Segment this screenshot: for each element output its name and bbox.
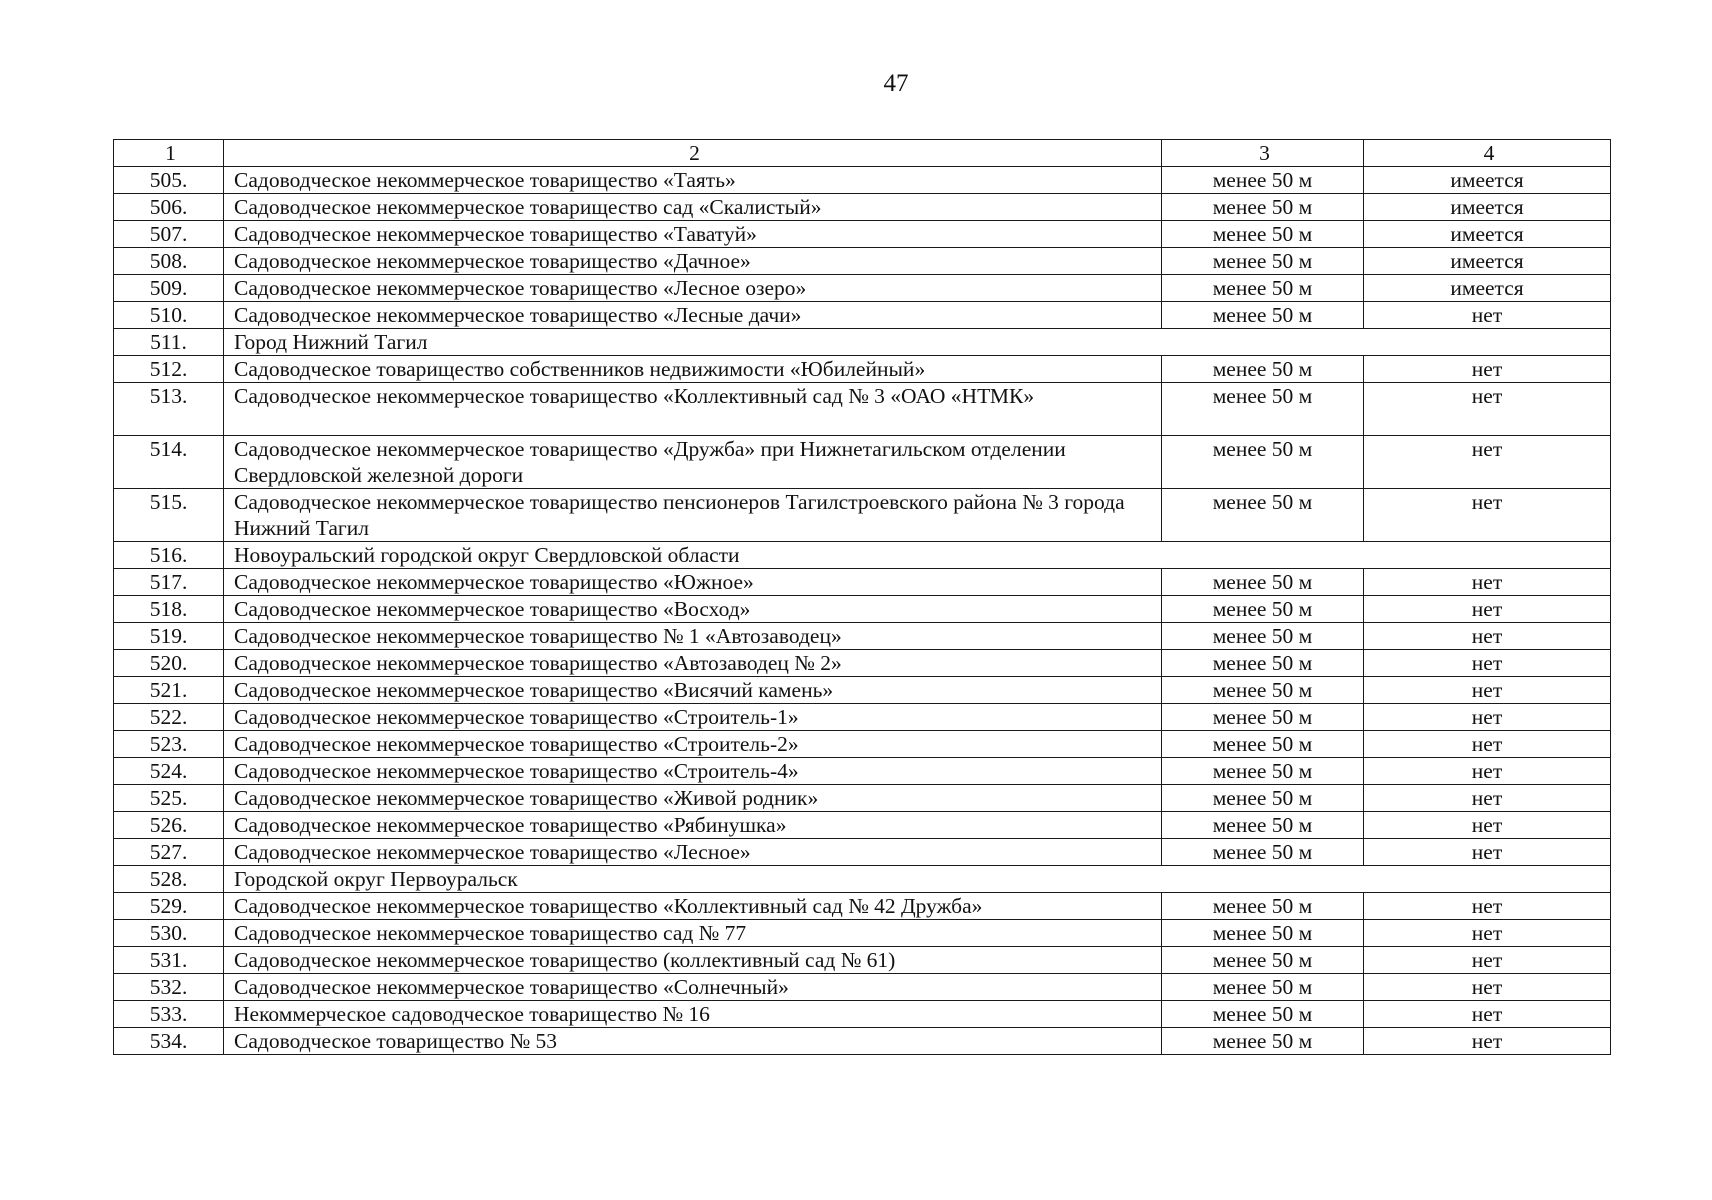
status-cell: нет (1364, 436, 1611, 489)
organization-name: Садоводческое некоммерческое товарищество «Таватуй» (224, 221, 1162, 248)
organization-name: Садоводческое некоммерческое товарищество «Таять» (224, 167, 1162, 194)
status-cell: нет (1364, 920, 1611, 947)
row-number: 531. (114, 947, 224, 974)
row-number: 518. (114, 596, 224, 623)
table-row (114, 1001, 1611, 1028)
row-number: 506. (114, 194, 224, 221)
status-cell: нет (1364, 596, 1611, 623)
row-number: 532. (114, 974, 224, 1001)
row-number: 527. (114, 839, 224, 866)
organization-name: Садоводческое некоммерческое товарищество «Живой родник» (224, 785, 1162, 812)
status-cell: нет (1364, 1001, 1611, 1028)
organization-name: Садоводческое некоммерческое товарищество «Лесное озеро» (224, 275, 1162, 302)
organization-name: Садоводческое некоммерческое товарищество «Висячий камень» (224, 677, 1162, 704)
row-number: 505. (114, 167, 224, 194)
distance-cell: менее 50 м (1162, 947, 1364, 974)
table-row (114, 758, 1611, 785)
row-number: 521. (114, 677, 224, 704)
table-row (114, 194, 1611, 221)
distance-cell: менее 50 м (1162, 436, 1364, 489)
distance-cell: менее 50 м (1162, 1001, 1364, 1028)
table-row (114, 569, 1611, 596)
organization-name: Садоводческое некоммерческое товарищество «Восход» (224, 596, 1162, 623)
section-row (114, 866, 1611, 893)
organization-name: Садоводческое некоммерческое товарищество «Лесное» (224, 839, 1162, 866)
distance-cell: менее 50 м (1162, 248, 1364, 275)
distance-cell: менее 50 м (1162, 758, 1364, 785)
organization-name: Садоводческое некоммерческое товарищество «Южное» (224, 569, 1162, 596)
organization-name: Садоводческое некоммерческое товарищество «Коллективный сад № 42 Дружба» (224, 893, 1162, 920)
table-row (114, 275, 1611, 302)
status-cell: нет (1364, 569, 1611, 596)
organization-name: Садоводческое некоммерческое товарищество № 1 «Автозаводец» (224, 623, 1162, 650)
table-row (114, 785, 1611, 812)
registry-table (113, 139, 1611, 1055)
section-row (114, 329, 1611, 356)
distance-cell: менее 50 м (1162, 489, 1364, 542)
distance-cell: менее 50 м (1162, 302, 1364, 329)
table-row (114, 1028, 1611, 1055)
row-number: 514. (114, 436, 224, 489)
distance-cell: менее 50 м (1162, 704, 1364, 731)
status-cell: нет (1364, 489, 1611, 542)
status-cell: имеется (1364, 248, 1611, 275)
organization-name: Садоводческое некоммерческое товарищество «Рябинушка» (224, 812, 1162, 839)
section-title: Город Нижний Тагил (224, 329, 1611, 356)
organization-name: Некоммерческое садоводческое товарищество № 16 (224, 1001, 1162, 1028)
status-cell: имеется (1364, 221, 1611, 248)
distance-cell: менее 50 м (1162, 356, 1364, 383)
row-number: 513. (114, 383, 224, 436)
distance-cell: менее 50 м (1162, 383, 1364, 436)
organization-name: Садоводческое товарищество № 53 (224, 1028, 1162, 1055)
table-body (114, 140, 1611, 1055)
status-cell: нет (1364, 839, 1611, 866)
header-col-4: 4 (1364, 140, 1611, 167)
table-row (114, 677, 1611, 704)
distance-cell: менее 50 м (1162, 569, 1364, 596)
row-number: 533. (114, 1001, 224, 1028)
status-cell: нет (1364, 383, 1611, 436)
status-cell: нет (1364, 812, 1611, 839)
status-cell: нет (1364, 302, 1611, 329)
distance-cell: менее 50 м (1162, 221, 1364, 248)
table-row (114, 623, 1611, 650)
table-row (114, 596, 1611, 623)
row-number: 525. (114, 785, 224, 812)
table-row (114, 302, 1611, 329)
section-title: Городской округ Первоуральск (224, 866, 1611, 893)
table-row (114, 839, 1611, 866)
organization-name: Садоводческое некоммерческое товарищество пенсионеров Тагилстроевского района № 3 города Нижний Тагил (224, 489, 1162, 542)
organization-name: Садоводческое некоммерческое товарищество «Строитель-1» (224, 704, 1162, 731)
row-number: 511. (114, 329, 224, 356)
table-row (114, 436, 1611, 489)
row-number: 517. (114, 569, 224, 596)
status-cell: нет (1364, 974, 1611, 1001)
row-number: 512. (114, 356, 224, 383)
table-row (114, 650, 1611, 677)
distance-cell: менее 50 м (1162, 1028, 1364, 1055)
status-cell: имеется (1364, 194, 1611, 221)
row-number: 507. (114, 221, 224, 248)
distance-cell: менее 50 м (1162, 596, 1364, 623)
row-number: 522. (114, 704, 224, 731)
organization-name: Садоводческое некоммерческое товарищество «Солнечный» (224, 974, 1162, 1001)
row-number: 526. (114, 812, 224, 839)
row-number: 510. (114, 302, 224, 329)
row-number: 524. (114, 758, 224, 785)
table-row (114, 489, 1611, 542)
header-col-1: 1 (114, 140, 224, 167)
status-cell: нет (1364, 947, 1611, 974)
organization-name: Садоводческое некоммерческое товарищество «Автозаводец № 2» (224, 650, 1162, 677)
table-row (114, 731, 1611, 758)
organization-name: Садоводческое некоммерческое товарищество «Дачное» (224, 248, 1162, 275)
status-cell: нет (1364, 650, 1611, 677)
distance-cell: менее 50 м (1162, 785, 1364, 812)
table-row (114, 356, 1611, 383)
distance-cell: менее 50 м (1162, 167, 1364, 194)
table-row (114, 383, 1611, 436)
row-number: 516. (114, 542, 224, 569)
distance-cell: менее 50 м (1162, 194, 1364, 221)
table-row (114, 248, 1611, 275)
table-header-row (114, 140, 1611, 167)
table-row (114, 893, 1611, 920)
status-cell: нет (1364, 677, 1611, 704)
organization-name: Садоводческое некоммерческое товарищество «Коллективный сад № 3 «ОАО «НТМК» (224, 383, 1162, 436)
organization-name: Садоводческое товарищество собственников недвижимости «Юбилейный» (224, 356, 1162, 383)
row-number: 519. (114, 623, 224, 650)
distance-cell: менее 50 м (1162, 974, 1364, 1001)
page-number: 47 (883, 70, 909, 97)
status-cell: нет (1364, 893, 1611, 920)
distance-cell: менее 50 м (1162, 677, 1364, 704)
status-cell: нет (1364, 1028, 1611, 1055)
table-row (114, 812, 1611, 839)
status-cell: нет (1364, 785, 1611, 812)
distance-cell: менее 50 м (1162, 839, 1364, 866)
organization-name: Садоводческое некоммерческое товарищество сад «Скалистый» (224, 194, 1162, 221)
organization-name: Садоводческое некоммерческое товарищество (коллективный сад № 61) (224, 947, 1162, 974)
row-number: 523. (114, 731, 224, 758)
distance-cell: менее 50 м (1162, 623, 1364, 650)
table-row (114, 920, 1611, 947)
row-number: 530. (114, 920, 224, 947)
organization-name: Садоводческое некоммерческое товарищество «Лесные дачи» (224, 302, 1162, 329)
header-col-3: 3 (1162, 140, 1364, 167)
section-title: Новоуральский городской округ Свердловской области (224, 542, 1611, 569)
table-row (114, 704, 1611, 731)
table-row (114, 947, 1611, 974)
status-cell: нет (1364, 731, 1611, 758)
row-number: 509. (114, 275, 224, 302)
section-row (114, 542, 1611, 569)
distance-cell: менее 50 м (1162, 650, 1364, 677)
distance-cell: менее 50 м (1162, 275, 1364, 302)
row-number: 520. (114, 650, 224, 677)
table-row (114, 167, 1611, 194)
organization-name: Садоводческое некоммерческое товарищество «Строитель-2» (224, 731, 1162, 758)
row-number: 529. (114, 893, 224, 920)
status-cell: имеется (1364, 167, 1611, 194)
distance-cell: менее 50 м (1162, 812, 1364, 839)
status-cell: нет (1364, 623, 1611, 650)
row-number: 515. (114, 489, 224, 542)
status-cell: нет (1364, 704, 1611, 731)
row-number: 508. (114, 248, 224, 275)
header-col-2: 2 (224, 140, 1162, 167)
organization-name: Садоводческое некоммерческое товарищество «Дружба» при Нижнетагильском отделении Свердловской железной дороги (224, 436, 1162, 489)
distance-cell: менее 50 м (1162, 920, 1364, 947)
table-row (114, 221, 1611, 248)
distance-cell: менее 50 м (1162, 731, 1364, 758)
table-row (114, 974, 1611, 1001)
status-cell: имеется (1364, 275, 1611, 302)
distance-cell: менее 50 м (1162, 893, 1364, 920)
row-number: 528. (114, 866, 224, 893)
organization-name: Садоводческое некоммерческое товарищество «Строитель-4» (224, 758, 1162, 785)
organization-name: Садоводческое некоммерческое товарищество сад № 77 (224, 920, 1162, 947)
status-cell: нет (1364, 356, 1611, 383)
status-cell: нет (1364, 758, 1611, 785)
row-number: 534. (114, 1028, 224, 1055)
